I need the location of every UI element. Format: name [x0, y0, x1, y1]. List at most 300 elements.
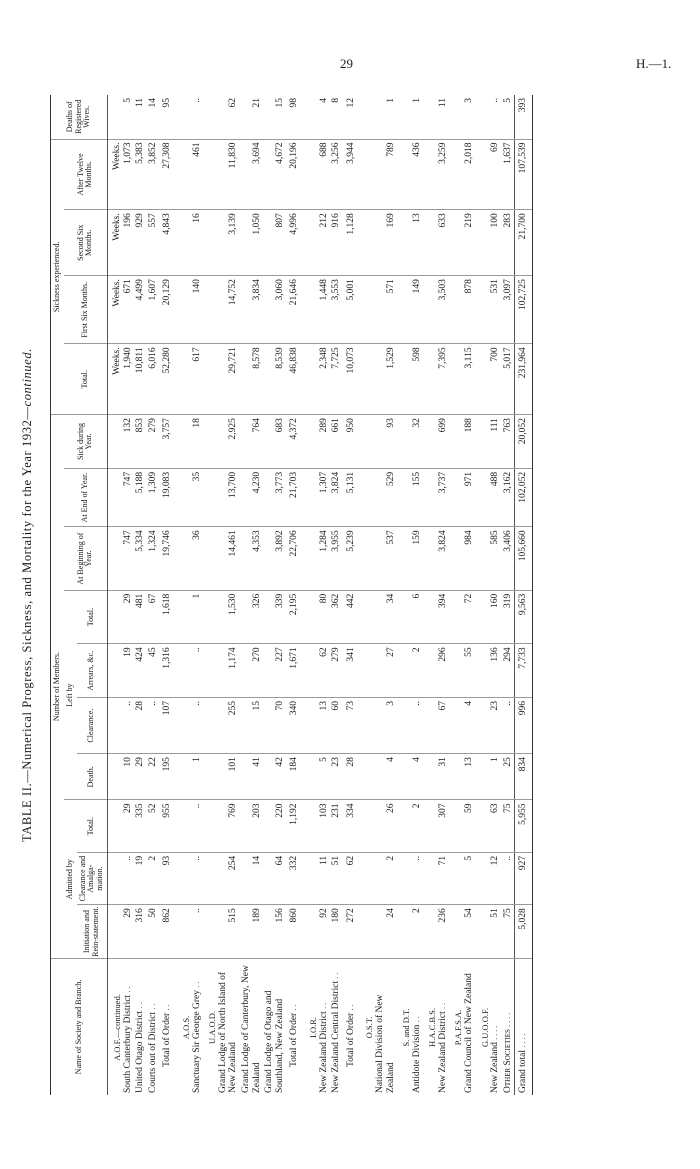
first-six-months-value: 3,553	[331, 279, 342, 301]
deaths-wives-cell	[107, 95, 134, 139]
society-name: Courts out of District	[147, 1011, 158, 1093]
end-year-value: 747	[122, 471, 133, 487]
admitted-total-cell	[304, 800, 330, 852]
initiation-cell	[515, 905, 533, 959]
second-six-months-value: 4,996	[289, 213, 300, 235]
header-left-total: Total.	[77, 590, 108, 644]
clearance-amalgamation-cell	[159, 852, 177, 904]
left-total-cell	[134, 590, 147, 644]
second-six-months-value: 196	[122, 213, 133, 228]
left-total-value: 34	[385, 593, 396, 604]
arrears-cell	[449, 644, 475, 698]
arrears-value: 55	[463, 647, 474, 657]
deaths-wives-value: 98	[289, 98, 300, 108]
clearance-cell	[515, 698, 533, 754]
first-six-months-cell	[286, 276, 304, 344]
end-year-value: 529	[385, 471, 396, 487]
sickness-total-cell	[476, 344, 502, 415]
clearance-amalgamation-value: 12	[490, 855, 501, 866]
end-year-value: 3,773	[274, 471, 285, 494]
second-six-months-cell	[502, 210, 515, 276]
after-twelve-months-cell	[177, 139, 203, 210]
left-total-cell	[263, 590, 286, 644]
death-value: 22	[147, 757, 158, 767]
sick-during-year-cell	[397, 415, 423, 469]
after-twelve-months-value: 1,637	[502, 142, 513, 164]
second-six-months-cell	[147, 210, 160, 276]
after-twelve-months-cell	[134, 139, 147, 210]
after-twelve-months-value: 461	[191, 142, 202, 157]
clearance-cell	[240, 698, 263, 754]
table-row	[397, 95, 423, 1095]
leader-dots: . . . .	[518, 1033, 528, 1048]
admitted-total-value: 955	[162, 803, 173, 818]
deaths-wives-cell	[286, 95, 304, 139]
arrears-cell	[134, 644, 147, 698]
initiation-value: 272	[345, 908, 356, 923]
clearance-amalgamation-value: 2	[385, 855, 396, 861]
arrears-value: 296	[437, 647, 448, 662]
initiation-value: 29	[122, 908, 133, 918]
sickness-total-cell	[360, 344, 397, 415]
after-twelve-months-cell	[502, 139, 515, 210]
first-six-months-value: 140	[191, 279, 202, 294]
arrears-value: 27	[385, 647, 396, 657]
after-twelve-months-cell	[240, 139, 263, 210]
initiation-value: 236	[437, 908, 448, 923]
end-year-value: 5,188	[135, 471, 146, 494]
header-sick-during-year: Sick during Year.	[64, 415, 108, 469]
deaths-wives-value: 95	[162, 98, 173, 108]
clearance-value: ..	[502, 701, 513, 706]
left-total-cell	[476, 590, 502, 644]
second-six-months-cell	[134, 210, 147, 276]
initiation-cell	[304, 905, 330, 959]
first-six-months-value: 5,001	[345, 279, 356, 301]
after-twelve-months-value: 3,694	[251, 142, 262, 164]
left-total-value: 1,530	[228, 593, 239, 616]
initiation-value: 92	[318, 908, 329, 918]
clearance-amalgamation-value: 93	[162, 855, 173, 866]
second-six-months-value: 13	[411, 213, 422, 223]
sick-during-year-cell	[159, 415, 177, 469]
sick-during-year-cell	[107, 415, 134, 469]
second-six-months-value: 16	[191, 213, 202, 223]
left-total-value: 394	[437, 593, 448, 609]
deaths-wives-value: 21	[251, 98, 262, 108]
initiation-value: 156	[274, 908, 285, 923]
table-row	[423, 95, 449, 1095]
after-twelve-months-value: 107,539	[518, 142, 529, 174]
sickness-total-cell	[147, 344, 160, 415]
clearance-amalgamation-cell	[263, 852, 286, 904]
clearance-amalgamation-value: 51	[331, 855, 342, 866]
clearance-cell	[330, 698, 343, 754]
end-year-cell	[286, 468, 304, 527]
death-value: 31	[437, 757, 448, 767]
end-year-cell	[360, 468, 397, 527]
death-cell	[343, 754, 361, 800]
beginning-year-value: 22,706	[289, 530, 300, 557]
society-name: Grand Council of New Zealand	[463, 973, 474, 1093]
admitted-total-value: 203	[251, 803, 262, 818]
after-twelve-months-cell	[397, 139, 423, 210]
society-name-cell	[177, 958, 203, 1095]
left-total-value: 481	[135, 593, 146, 609]
table-row	[330, 95, 343, 1095]
second-six-months-cell	[203, 210, 240, 276]
header-left-by: Left by	[64, 590, 77, 800]
table-row	[360, 95, 397, 1095]
deaths-wives-cell	[147, 95, 160, 139]
second-six-months-cell	[263, 210, 286, 276]
first-six-months-value: 671	[122, 279, 133, 294]
end-year-value: 21,703	[289, 471, 300, 498]
header-first-six: First Six Months.	[64, 276, 108, 344]
initiation-value: 862	[162, 908, 173, 923]
society-name-cell	[502, 958, 515, 1095]
clearance-amalgamation-cell	[203, 852, 240, 904]
end-year-value: 3,824	[331, 471, 342, 494]
first-six-months-cell	[397, 276, 423, 344]
sickness-total-cell	[502, 344, 515, 415]
end-year-value: 13,700	[228, 471, 239, 498]
arrears-value: 1,671	[289, 647, 300, 669]
sickness-total-cell	[263, 344, 286, 415]
table-row	[304, 95, 330, 1095]
death-value: 1	[490, 757, 501, 762]
clearance-value: ..	[147, 701, 158, 706]
initiation-cell	[159, 905, 177, 959]
admitted-total-value: 26	[385, 803, 396, 813]
first-six-months-value: 878	[463, 279, 474, 294]
deaths-wives-cell	[330, 95, 343, 139]
death-value: 1	[191, 757, 202, 762]
first-six-months-value: 1,448	[318, 279, 329, 301]
admitted-total-cell	[502, 800, 515, 852]
clearance-cell	[147, 698, 160, 754]
society-name: Grand total	[518, 1049, 529, 1093]
sick-during-year-cell	[203, 415, 240, 469]
first-six-months-cell	[330, 276, 343, 344]
second-six-months-cell	[107, 210, 134, 276]
first-six-months-cell	[343, 276, 361, 344]
clearance-amalgamation-value: 332	[289, 855, 300, 871]
table-body	[107, 95, 532, 1095]
end-year-value: 3,162	[502, 471, 513, 494]
deaths-wives-cell	[240, 95, 263, 139]
after-twelve-months-value: 69	[490, 142, 501, 153]
after-twelve-months-value: 1,073	[122, 142, 133, 164]
weeks-label: Weeks.	[111, 213, 122, 241]
admitted-total-value: 52	[147, 803, 158, 813]
order-heading: I.O.R.	[308, 1016, 319, 1038]
death-value: 29	[135, 757, 146, 767]
second-six-months-value: 1,050	[251, 213, 262, 235]
death-cell	[177, 754, 203, 800]
society-name: South Canterbury District	[122, 994, 133, 1093]
clearance-value: 13	[318, 701, 329, 711]
beginning-year-value: 537	[385, 530, 396, 545]
beginning-year-cell	[343, 527, 361, 590]
order-heading: S. and D.T.	[401, 1008, 412, 1047]
beginning-year-value: 4,353	[251, 530, 262, 552]
clearance-amalgamation-cell	[177, 852, 203, 904]
death-cell	[240, 754, 263, 800]
order-heading: U.A.O.D.	[207, 1010, 218, 1044]
end-year-cell	[476, 468, 502, 527]
initiation-value: ..	[191, 908, 202, 914]
initiation-value: 189	[251, 908, 262, 923]
beginning-year-cell	[134, 527, 147, 590]
clearance-amalgamation-value: 64	[274, 855, 285, 866]
deaths-wives-value: 5	[502, 98, 513, 103]
beginning-year-value: 5,334	[135, 530, 146, 552]
clearance-value: 4	[463, 701, 474, 706]
death-value: 23	[331, 757, 342, 767]
after-twelve-months-value: 789	[385, 142, 396, 157]
table-row	[476, 95, 502, 1095]
admitted-total-value: 29	[122, 803, 133, 813]
society-name-cell	[515, 958, 533, 1095]
sick-during-year-value: 289	[318, 418, 329, 433]
left-total-cell	[397, 590, 423, 644]
after-twelve-months-value: 11,830	[228, 142, 239, 169]
first-six-months-cell	[263, 276, 286, 344]
after-twelve-months-cell	[159, 139, 177, 210]
admitted-total-value: 231	[331, 803, 342, 818]
deaths-wives-cell	[502, 95, 515, 139]
first-six-months-value: 3,834	[251, 279, 262, 301]
initiation-cell	[177, 905, 203, 959]
clearance-amalgamation-value: ..	[191, 855, 202, 861]
admitted-total-cell	[423, 800, 449, 852]
beginning-year-value: 1,324	[147, 530, 158, 552]
sickness-total-cell	[343, 344, 361, 415]
first-six-months-value: 4,499	[135, 279, 146, 301]
clearance-amalgamation-value: 2	[147, 855, 158, 861]
sick-during-year-value: 111	[490, 418, 501, 432]
after-twelve-months-cell	[515, 139, 533, 210]
first-six-months-cell	[304, 276, 330, 344]
clearance-value: 73	[345, 701, 356, 711]
left-total-cell	[515, 590, 533, 644]
admitted-total-cell	[147, 800, 160, 852]
arrears-cell	[423, 644, 449, 698]
deaths-wives-cell	[304, 95, 330, 139]
clearance-cell	[263, 698, 286, 754]
sick-during-year-value: 683	[274, 418, 285, 433]
second-six-months-value: 929	[135, 213, 146, 228]
initiation-cell	[134, 905, 147, 959]
arrears-cell	[177, 644, 203, 698]
second-six-months-cell	[360, 210, 397, 276]
initiation-cell	[240, 905, 263, 959]
admitted-total-cell	[449, 800, 475, 852]
deaths-wives-value: 1	[385, 98, 396, 103]
clearance-cell	[502, 698, 515, 754]
arrears-value: 1,316	[162, 647, 173, 669]
after-twelve-months-cell	[449, 139, 475, 210]
sick-during-year-cell	[423, 415, 449, 469]
death-value: 42	[274, 757, 285, 767]
order-total-row	[159, 95, 177, 1095]
society-name-cell	[286, 958, 304, 1095]
admitted-total-cell	[330, 800, 343, 852]
society-name: National Division of New Zealand	[374, 994, 396, 1093]
page-reference: H.—1.	[636, 56, 672, 71]
beginning-year-cell	[449, 527, 475, 590]
end-year-value: 35	[191, 471, 202, 482]
leader-dots: . .	[345, 1004, 355, 1011]
admitted-total-value: 63	[490, 803, 501, 813]
beginning-year-value: 105,660	[518, 530, 529, 562]
table-row	[203, 95, 240, 1095]
end-year-value: 102,052	[518, 471, 529, 503]
order-total-row	[343, 95, 361, 1095]
sickness-total-cell	[515, 344, 533, 415]
first-six-months-value: 102,725	[518, 279, 529, 310]
admitted-total-value: ..	[191, 803, 202, 809]
sickness-total-value: 7,395	[437, 347, 448, 369]
deaths-wives-value: 14	[147, 98, 158, 108]
admitted-total-value: 59	[463, 803, 474, 813]
sick-during-year-cell	[449, 415, 475, 469]
beginning-year-cell	[330, 527, 343, 590]
leader-dots: . .	[318, 1002, 328, 1009]
death-cell	[397, 754, 423, 800]
sickness-total-cell	[203, 344, 240, 415]
sick-during-year-value: 132	[122, 418, 133, 433]
weeks-label: Weeks.	[111, 142, 122, 171]
second-six-months-value: 557	[147, 213, 158, 228]
sick-during-year-cell	[240, 415, 263, 469]
after-twelve-months-value: 20,196	[289, 142, 300, 169]
beginning-year-cell	[515, 527, 533, 590]
initiation-value: 515	[228, 908, 239, 923]
second-six-months-value: 633	[437, 213, 448, 228]
left-total-value: 442	[345, 593, 356, 609]
death-cell	[159, 754, 177, 800]
society-name: Grand Lodge of Otago and Southland, New Zealand	[264, 990, 285, 1093]
table-row	[147, 95, 160, 1095]
sickness-total-value: 3,115	[463, 347, 474, 369]
end-year-cell	[423, 468, 449, 527]
death-cell	[203, 754, 240, 800]
society-name: Antidote Division	[411, 1024, 422, 1093]
header-admitted-by: Admitted by	[64, 800, 77, 958]
sickness-total-cell	[177, 344, 203, 415]
after-twelve-months-value: 4,672	[274, 142, 285, 164]
first-six-months-value: 1,607	[147, 279, 158, 301]
initiation-cell	[423, 905, 449, 959]
arrears-value: 270	[251, 647, 262, 662]
death-value: 41	[251, 757, 262, 767]
beginning-year-value: 585	[490, 530, 501, 545]
society-name-cell	[360, 958, 397, 1095]
death-value: 5	[318, 757, 329, 762]
society-name-cell	[343, 958, 361, 1095]
clearance-amalgamation-value: 19	[135, 855, 146, 866]
deaths-wives-value: 8	[331, 98, 342, 103]
arrears-cell	[203, 644, 240, 698]
end-year-cell	[240, 468, 263, 527]
leader-dots: . . . .	[502, 1012, 512, 1027]
beginning-year-cell	[397, 527, 423, 590]
clearance-amalgamation-cell	[343, 852, 361, 904]
sickness-total-value: 231,964	[518, 347, 529, 379]
initiation-cell	[343, 905, 361, 959]
left-total-value: 326	[251, 593, 262, 609]
deaths-wives-cell	[159, 95, 177, 139]
end-year-value: 1,309	[147, 471, 158, 494]
clearance-amalgamation-value: ..	[502, 855, 513, 861]
left-total-value: 1,618	[162, 593, 173, 616]
after-twelve-months-cell	[304, 139, 330, 210]
clearance-value: ..	[411, 701, 422, 706]
sickness-total-cell	[423, 344, 449, 415]
left-total-cell	[107, 590, 134, 644]
clearance-value: 28	[135, 701, 146, 711]
clearance-value: 60	[331, 701, 342, 711]
beginning-year-cell	[107, 527, 134, 590]
sick-during-year-value: 699	[437, 418, 448, 433]
death-cell	[286, 754, 304, 800]
second-six-months-value: 219	[463, 213, 474, 228]
sick-during-year-value: 763	[502, 418, 513, 433]
clearance-cell	[449, 698, 475, 754]
leader-dots: . .	[437, 1002, 447, 1009]
after-twelve-months-cell	[107, 139, 134, 210]
beginning-year-value: 19,746	[162, 530, 173, 557]
beginning-year-cell	[263, 527, 286, 590]
initiation-value: 2	[411, 908, 422, 914]
arrears-cell	[147, 644, 160, 698]
death-value: 10	[122, 757, 133, 767]
deaths-wives-value: 4	[318, 98, 329, 103]
sickness-total-cell	[240, 344, 263, 415]
beginning-year-value: 747	[122, 530, 133, 545]
sickness-total-cell	[286, 344, 304, 415]
second-six-months-value: 807	[274, 213, 285, 228]
left-total-cell	[177, 590, 203, 644]
after-twelve-months-value: 3,852	[147, 142, 158, 164]
header-sickness-experienced: Sickness experienced.	[51, 139, 64, 415]
left-total-cell	[343, 590, 361, 644]
end-year-cell	[397, 468, 423, 527]
after-twelve-months-cell	[263, 139, 286, 210]
first-six-months-value: 14,752	[228, 279, 239, 306]
society-name: New Zealand District	[318, 1011, 329, 1093]
society-name-cell	[423, 958, 449, 1095]
table-row	[240, 95, 263, 1095]
first-six-months-cell	[502, 276, 515, 344]
first-six-months-value: 3,097	[502, 279, 513, 301]
admitted-total-cell	[360, 800, 397, 852]
second-six-months-value: 4,843	[162, 213, 173, 235]
left-total-cell	[286, 590, 304, 644]
sickness-total-cell	[397, 344, 423, 415]
end-year-cell	[159, 468, 177, 527]
left-total-value: 67	[147, 593, 158, 604]
society-name-cell	[107, 958, 134, 1095]
society-name: Total of Order	[345, 1012, 356, 1067]
death-value: 4	[411, 757, 422, 762]
initiation-cell	[203, 905, 240, 959]
end-year-value: 4,230	[251, 471, 262, 494]
second-six-months-value: 916	[331, 213, 342, 228]
header-name: Name of Society and Branch.	[51, 958, 108, 1095]
